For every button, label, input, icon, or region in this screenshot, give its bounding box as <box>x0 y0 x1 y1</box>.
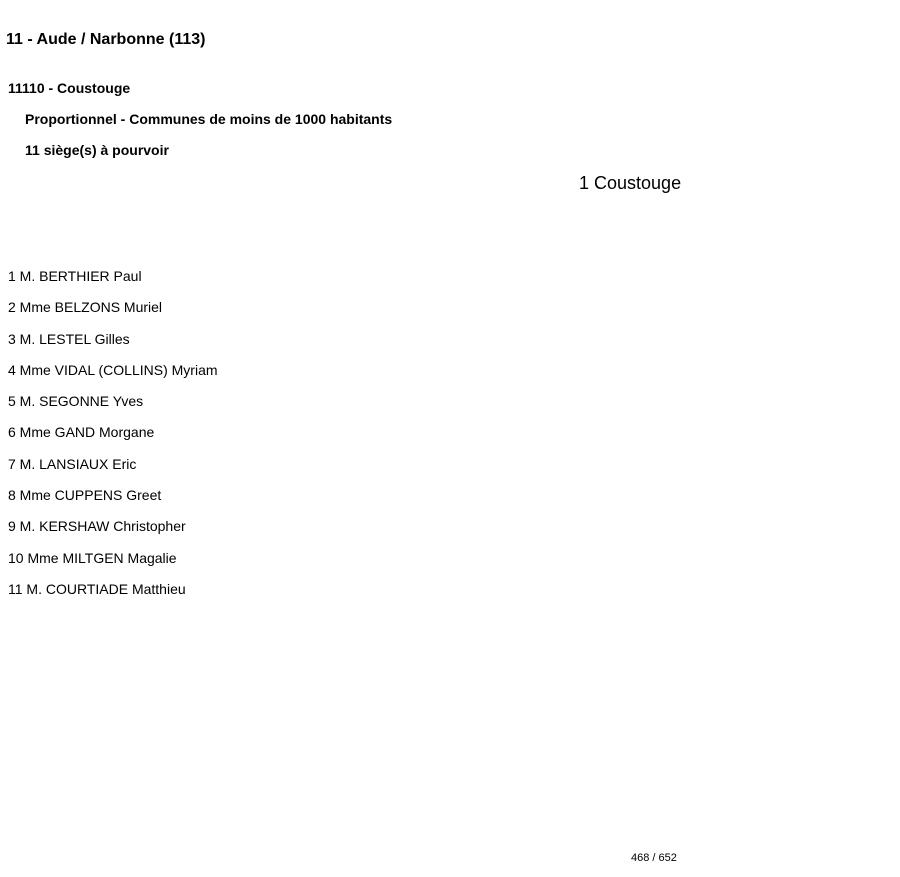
candidate-item: 8 Mme CUPPENS Greet <box>8 487 162 504</box>
candidate-item: 4 Mme VIDAL (COLLINS) Myriam <box>8 361 218 378</box>
department-title: 11 - Aude / Narbonne (113) <box>6 31 206 48</box>
candidate-item: 11 M. COURTIADE Matthieu <box>8 580 186 597</box>
candidate-item: 6 Mme GAND Morgane <box>8 424 155 441</box>
commune-heading: 11110 - Coustouge <box>8 80 131 96</box>
seats-count: 11 siège(s) à pourvoir <box>25 142 169 158</box>
page-number: 468 / 652 <box>631 852 677 864</box>
candidate-item: 10 Mme MILTGEN Magalie <box>8 549 177 566</box>
candidate-item: 2 Mme BELZONS Muriel <box>8 299 163 316</box>
candidate-item: 5 M. SEGONNE Yves <box>8 393 144 410</box>
candidate-item: 1 M. BERTHIER Paul <box>8 268 142 284</box>
candidate-item: 9 M. KERSHAW Christopher <box>8 518 186 535</box>
list-name: 1 Coustouge <box>579 173 682 193</box>
candidate-item: 3 M. LESTEL Gilles <box>8 330 130 347</box>
scrutin-type: Proportionnel - Communes de moins de 1000 habitants <box>25 111 393 127</box>
candidate-item: 7 M. LANSIAUX Eric <box>8 455 137 472</box>
candidate-list <box>8 266 218 610</box>
